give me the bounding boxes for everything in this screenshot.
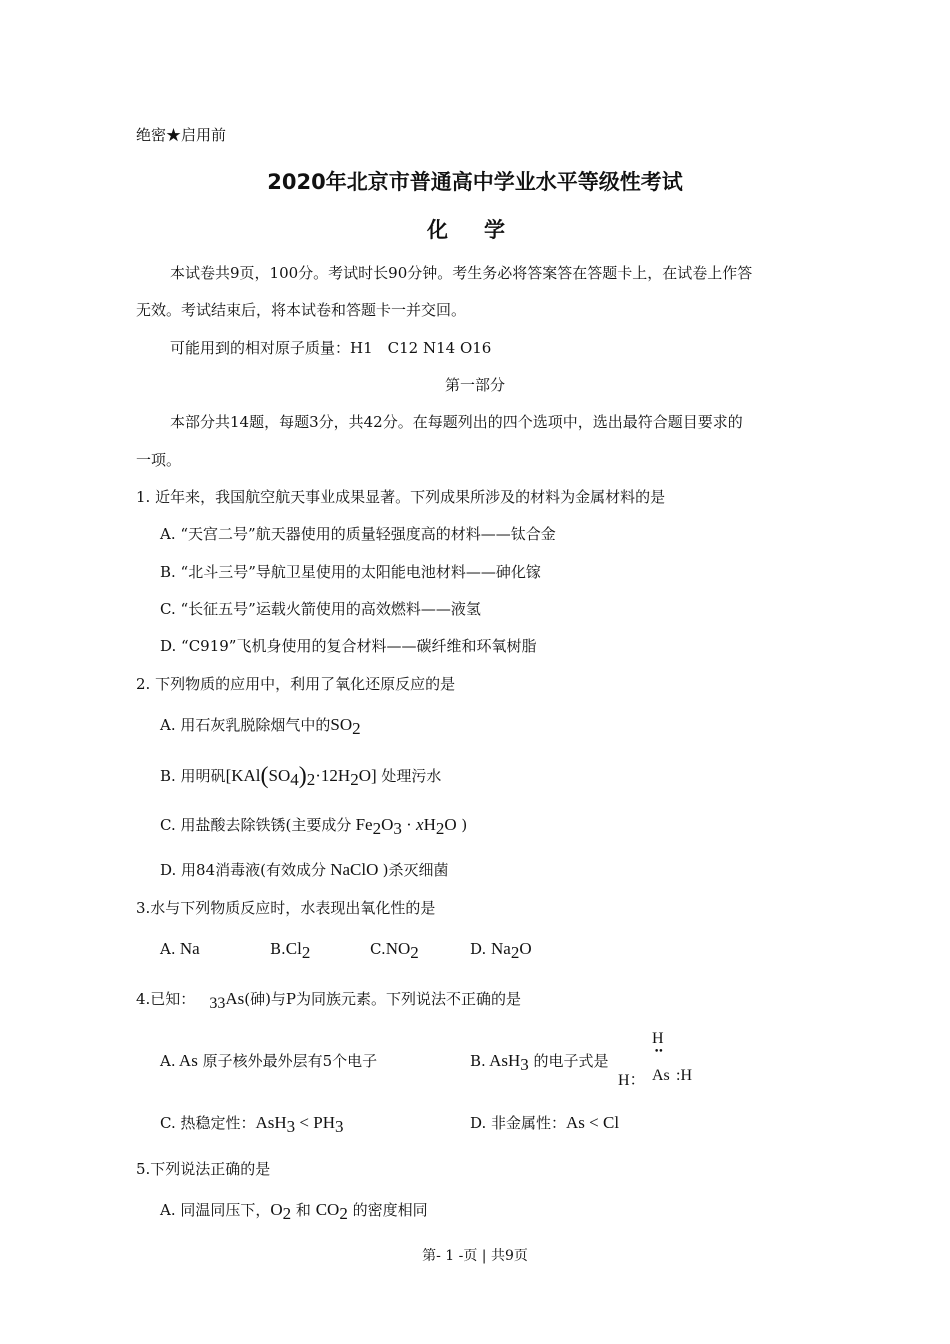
option-tail: ) [456, 816, 468, 834]
formula-subscript: 2 [306, 770, 316, 789]
question-4-option-a [160, 1050, 377, 1071]
option-label: B. [470, 1052, 486, 1070]
formula: Na [491, 939, 511, 958]
electron-formula-left-h: H： [618, 1072, 646, 1089]
electron-formula-top-h: H [652, 1030, 664, 1047]
formula: As [225, 989, 245, 1008]
formula: O [270, 1200, 283, 1219]
question-4-option-b [470, 1050, 609, 1074]
formula: As [175, 1051, 198, 1070]
question-3-option-c [370, 939, 419, 962]
question-4-stem [136, 988, 522, 1012]
question-2-stem: 2. 下列物质的应用中，利用了氧化还原反应的是 [136, 675, 456, 693]
option-text: 和 [291, 1201, 316, 1219]
formula: O [381, 815, 394, 834]
question-2-option-b [160, 763, 441, 790]
option-tail: )杀灭细菌 [382, 861, 449, 879]
question-3-option-b [270, 939, 311, 962]
formula: H [423, 815, 436, 834]
electron-dot-formula [618, 1030, 708, 1090]
option-text: 原子核外最外层有5个电子 [197, 1052, 378, 1070]
formula: O [444, 815, 457, 834]
question-4-option-c [160, 1112, 344, 1136]
formula-variable: x [416, 815, 424, 834]
formula: As < Cl [566, 1113, 620, 1132]
question-2-option-c [160, 814, 468, 838]
question-4-option-d [470, 1112, 619, 1133]
formula: ·12H [315, 766, 351, 785]
option-text: C. 用盐酸去除铁锈(主要成分 [160, 816, 352, 834]
stem-text: 4.已知： [136, 990, 196, 1008]
formula-subscript: 2 [352, 719, 361, 738]
option-label: A. [160, 1052, 176, 1070]
question-1-option-b: B. “北斗三号”导航卫星使用的太阳能电池材料——砷化镓 [160, 563, 541, 581]
electron-formula-center-as: As [652, 1067, 670, 1084]
question-1-option-a: A. “天宫二号”航天器使用的质量轻强度高的材料——钛合金 [160, 525, 556, 543]
atomic-number: 33 [209, 995, 226, 1012]
formula: CO [315, 1200, 340, 1219]
option-text: B. 用明矾 [160, 767, 226, 785]
formula: < PH [295, 1113, 335, 1132]
atomic-masses: 可能用到的相对原子质量：H1 C12 N14 O16 [170, 339, 492, 357]
confidential-label: 绝密★启用前 [136, 126, 227, 144]
question-2-option-d [160, 859, 449, 880]
option-text: A. 同温同压下， [160, 1201, 271, 1219]
question-3-stem: 3.水与下列物质反应时，水表现出氧化性的是 [136, 899, 436, 917]
option-text: 的密度相同 [347, 1201, 428, 1219]
formula-subscript: 3 [393, 819, 402, 838]
intro-line-2: 无效。考试结束后，将本试卷和答题卡一并交回。 [136, 301, 467, 319]
formula-subscript: 2 [282, 1204, 292, 1223]
question-1-stem: 1. 近年来，我国航空航天事业成果显著。下列成果所涉及的材料为金属材料的是 [136, 488, 666, 506]
intro-line-1: 本试卷共9页，100分。考试时长90分钟。考生务必将答案答在答题卡上，在试卷上作答 [170, 264, 753, 282]
formula-subscript: 2 [339, 1204, 348, 1223]
part-title: 第一部分 [444, 376, 505, 394]
question-1-option-c: C. “长征五号”运载火箭使用的高效燃料——液氢 [160, 600, 481, 618]
stem-text: (砷)与P为同族元素。下列说法不正确的是 [244, 990, 522, 1008]
question-5-option-a [160, 1199, 428, 1223]
formula: [KAl [225, 766, 261, 785]
exam-title: 2020年北京市普通高中学业水平等级性考试 [267, 170, 683, 194]
formula-subscript: 2 [510, 943, 520, 962]
formula: AsH [255, 1113, 287, 1132]
formula: SO [330, 715, 353, 734]
electron-formula-right-h: :H [676, 1067, 692, 1084]
question-2-option-a [160, 714, 361, 738]
formula-subscript: 4 [290, 770, 299, 789]
formula: AsH [485, 1051, 521, 1070]
formula-subscript: 3 [334, 1117, 344, 1136]
option-text: D. 非金属性： [470, 1114, 567, 1132]
subject-title: 化学 [427, 218, 541, 242]
option-label: C. [370, 940, 386, 958]
formula-subscript: 3 [286, 1117, 296, 1136]
formula: NaClO [325, 860, 383, 879]
formula-subscript: 3 [520, 1055, 529, 1074]
formula: Fe [351, 815, 373, 834]
formula-paren: ( [260, 763, 269, 789]
formula-subscript: 2 [372, 819, 382, 838]
option-label: A. [160, 940, 176, 958]
option-label: B. [270, 940, 286, 958]
electron-pair-dots: •• [654, 1047, 663, 1057]
formula-subscript: 2 [435, 819, 445, 838]
formula-subscript: 2 [350, 770, 359, 789]
formula-subscript: 2 [301, 943, 311, 962]
page-footer: 第- 1 -页 | 共9页 [422, 1248, 528, 1264]
option-tail: 处理污水 [376, 767, 442, 785]
question-3-option-d [470, 939, 532, 962]
part-desc-1: 本部分共14题，每题3分，共42分。在每题列出的四个选项中，选出最符合题目要求的 [170, 413, 743, 431]
question-5-stem: 5.下列说法正确的是 [136, 1160, 271, 1178]
question-3-option-a [160, 939, 200, 959]
formula: O [519, 939, 532, 958]
formula: Cl [285, 939, 302, 958]
option-text: D. 用84消毒液(有效成分 [160, 861, 326, 879]
formula: · [401, 815, 417, 834]
formula: SO [268, 766, 291, 785]
formula-paren: ) [298, 763, 307, 789]
option-label: D. [470, 940, 492, 958]
part-desc-2: 一项。 [136, 451, 182, 469]
option-text: 的电子式是 [528, 1052, 609, 1070]
question-1-option-d: D. “C919”飞机身使用的复合材料——碳纤维和环氧树脂 [160, 637, 537, 655]
formula: O] [358, 766, 377, 785]
option-text: C. 热稳定性： [160, 1114, 256, 1132]
formula: NO [385, 939, 411, 958]
formula: Na [175, 939, 200, 958]
formula-subscript: 2 [410, 943, 419, 962]
option-text: A. 用石灰乳脱除烟气中的 [160, 716, 331, 734]
